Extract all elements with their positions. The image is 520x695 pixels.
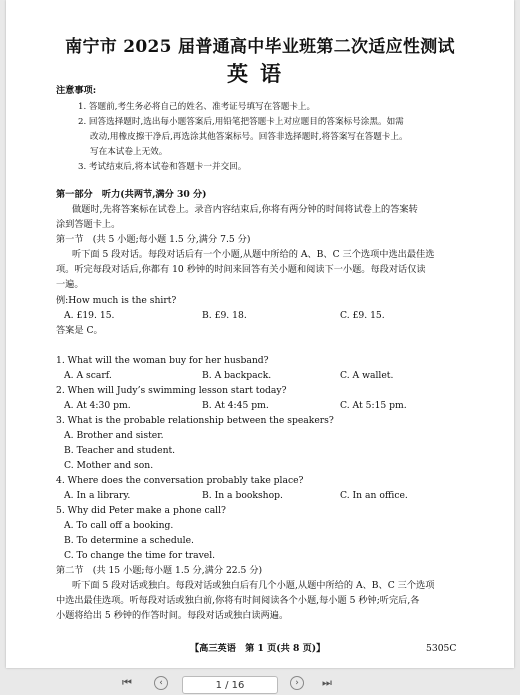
option: A. At 4:30 pm.	[64, 400, 131, 411]
previous-page-icon[interactable]: ‹	[154, 676, 168, 690]
page-navigator	[0, 672, 520, 690]
option: C. To change the time for travel.	[64, 550, 216, 561]
question-text: 1. What will the woman buy for her husband?	[56, 355, 269, 366]
option: B. Teacher and student.	[64, 445, 176, 456]
subject-title: 英语	[227, 61, 293, 86]
section2-intro: 小题将给出 5 秒钟的作答时间。每段对话或独白读两遍。	[56, 610, 289, 621]
exam-page	[6, 0, 514, 668]
page-footer-label: 【高三英语 第 1 页(共 8 页)】	[190, 643, 326, 654]
notice-heading: 注意事项:	[56, 85, 97, 96]
option: B. At 4:45 pm.	[202, 400, 269, 411]
notice-line: 3. 考试结束后,将本试卷和答题卡一并交回。	[78, 162, 247, 172]
section2-intro: 听下面 5 段对话或独白。每段对话或独白后有几个小题,从题中所给的 A、B、C 三个选项	[72, 580, 435, 591]
option: C. Mother and son.	[64, 460, 154, 471]
notice-line: 2. 回答选择题时,选出每小题答案后,用铅笔把答题卡上对应题目的答案标号涂黑。如需	[78, 117, 404, 127]
part1-intro: 做题时,先将答案标在试卷上。录音内容结束后,你将有两分钟的时间将试卷上的答案转	[72, 204, 418, 215]
section2-intro: 中选出最佳选项。听每段对话或独白前,你将有时间阅读各个小题,每小题 5 秒钟;听完后,各	[56, 595, 420, 606]
option: A. Brother and sister.	[64, 430, 164, 441]
page-number-indicator[interactable]: 1 / 16	[182, 676, 278, 694]
first-page-icon[interactable]: ⏮	[122, 676, 132, 689]
paper-code: 5305C	[426, 643, 457, 654]
option: C. In an office.	[340, 490, 408, 501]
next-page-icon[interactable]: ›	[290, 676, 304, 690]
example-option: B. £9. 18.	[202, 310, 247, 321]
section1-intro: 项。听完每段对话后,你都有 10 秒钟的时间来回答有关小题和阅读下一小题。每段对话仅读	[56, 264, 426, 275]
option: B. A backpack.	[202, 370, 272, 381]
option: C. A wallet.	[340, 370, 394, 381]
question-text: 3. What is the probable relationship between the speakers?	[56, 415, 334, 426]
section2-heading: 第二节 (共 15 小题;每小题 1.5 分,满分 22.5 分)	[56, 565, 263, 576]
option: B. To determine a schedule.	[64, 535, 194, 546]
last-page-icon[interactable]: ⏭	[322, 676, 332, 689]
example-option: A. £19. 15.	[64, 310, 115, 321]
option: A. To call off a booking.	[64, 520, 174, 531]
question-text: 4. Where does the conversation probably take place?	[56, 475, 304, 486]
option: A. In a library.	[64, 490, 131, 501]
notice-line: 改动,用橡皮擦干净后,再选涂其他答案标号。回答非选择题时,将答案写在答题卡上。	[90, 132, 408, 142]
exam-title: 南宁市 2025 届普通高中毕业班第二次适应性测试	[65, 37, 455, 57]
notice-line: 1. 答题前,考生务必将自己的姓名、准考证号填写在答题卡上。	[78, 102, 316, 112]
example-option: C. £9. 15.	[340, 310, 385, 321]
option: C. At 5:15 pm.	[340, 400, 407, 411]
option: A. A scarf.	[64, 370, 112, 381]
question-text: 5. Why did Peter make a phone call?	[56, 505, 226, 516]
part1-intro: 涂到答题卡上。	[56, 219, 121, 230]
section1-heading: 第一节 (共 5 小题;每小题 1.5 分,满分 7.5 分)	[56, 234, 251, 245]
example-answer: 答案是 C。	[56, 325, 103, 336]
section1-intro: 一遍。	[56, 279, 84, 290]
question-text: 2. When will Judy’s swimming lesson start today?	[56, 385, 287, 396]
section1-intro: 听下面 5 段对话。每段对话后有一个小题,从题中所给的 A、B、C 三个选项中选出最佳选	[72, 249, 435, 260]
option: B. In a bookshop.	[202, 490, 283, 501]
notice-line: 写在本试卷上无效。	[90, 147, 168, 157]
example-question: 例:How much is the shirt?	[56, 295, 177, 306]
part1-heading: 第一部分 听力(共两节,满分 30 分)	[56, 189, 207, 200]
